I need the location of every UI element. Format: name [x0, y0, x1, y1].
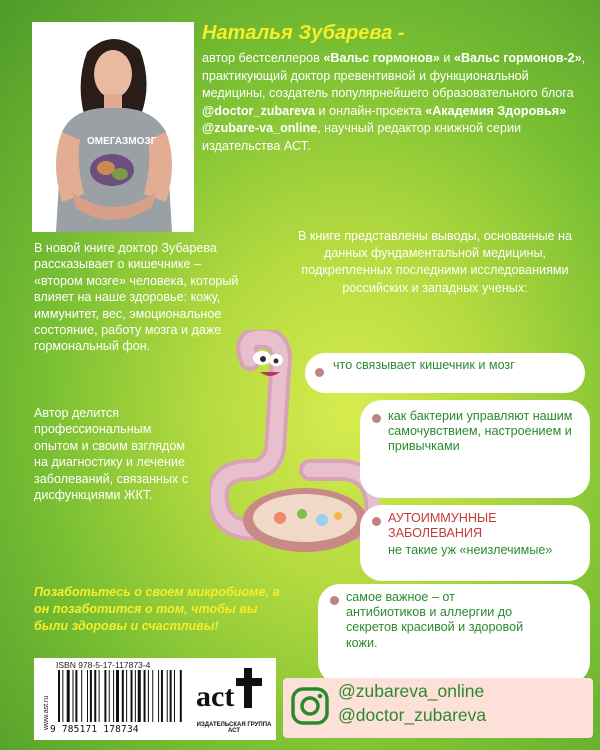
barcode-bar: [109, 670, 110, 722]
bio-highlight: «Академия Здоровья»: [425, 103, 567, 118]
bio-text: , практикующий доктор превентивной и функциональной медицины, создатель популярнейшего образовательного блога: [202, 51, 586, 100]
barcode-bar: [167, 670, 168, 722]
isbn-label: ISBN 978-5-17-117873-4: [56, 660, 151, 670]
author-photo: [32, 22, 194, 232]
bio-text: и онлайн-проекта: [315, 103, 426, 118]
author-experience: Автор делится профессиональным опытом и своим взглядом на диагностику и лечение заболеваний, связанных с дисфункциями ЖКТ.: [34, 406, 189, 503]
publisher-logo: [192, 662, 272, 718]
bullet-autoimmune: [360, 505, 590, 581]
barcode-bar: [144, 670, 146, 722]
bio-highlight: «Вальс гормонов-2»: [453, 51, 582, 65]
bio-highlight: «Вальс гормонов»: [323, 51, 440, 65]
social-handle-doctor[interactable]: @doctor_zubareva: [338, 705, 487, 725]
publisher-label: ИЗДАТЕЛЬСКАЯ ГРУППА АСТ: [196, 722, 272, 734]
barcode-digits: 9 785171 178734: [50, 724, 139, 735]
barcode-bar: [135, 670, 136, 722]
bullet-bacteria: [360, 400, 590, 498]
instagram-icon: [290, 686, 330, 726]
barcode-bar: [161, 670, 163, 722]
barcode-bar: [122, 670, 124, 722]
bullet-text: что связывает кишечник и мозг: [333, 358, 515, 372]
shirt-text: ОМЕГАЗМОЗГ: [87, 136, 157, 147]
barcode-bar: [180, 670, 182, 722]
barcode-bar: [75, 670, 77, 722]
author-name: Наталья Зубарева -: [202, 22, 405, 44]
barcode-bar: [62, 670, 63, 722]
barcode-bar: [113, 670, 114, 722]
bullet-gut-brain: [305, 353, 585, 393]
barcode-bar: [58, 670, 60, 722]
barcode-bar: [87, 670, 88, 722]
barcode: [56, 670, 206, 722]
bullet-dot: [315, 368, 324, 377]
barcode-bar: [174, 670, 175, 722]
book-description: В новой книге доктор Зубарева рассказывает о кишечнике – «втором мозге» человека, который влияет на наше здоровье: кожу, иммунитет, вес, эмоциональное состояние, работу мозга и даже гормональный фон.: [34, 241, 239, 354]
social-handle-online[interactable]: @zubareva_online: [338, 681, 485, 701]
author-bio: [202, 50, 592, 155]
bullet-dot: [372, 517, 381, 526]
barcode-bar: [148, 670, 149, 722]
bullet-red-text: АУТОИММУННЫЕ ЗАБОЛЕВАНИЯ: [388, 511, 497, 541]
bullet-text: как бактерии управляют нашим самочувствием, настроением и привычками: [388, 409, 573, 454]
bio-highlight: @zubare-va_online: [202, 121, 318, 135]
barcode-bar: [90, 670, 92, 722]
bullet-dot: [330, 596, 339, 605]
barcode-bar: [152, 670, 153, 722]
barcode-bar: [81, 670, 82, 722]
call-to-action: Позаботьтесь о своем микробиоме, а он позаботится о том, чтобы вы были здоровы и счастливы!: [34, 585, 280, 633]
barcode-bar: [131, 670, 133, 722]
barcode-bar: [99, 670, 100, 722]
barcode-bar: [104, 670, 106, 722]
bullet-text: не такие уж «неизлечимые»: [388, 543, 553, 557]
barcode-bar: [138, 670, 141, 722]
barcode-bar: [158, 670, 159, 722]
bio-highlight: @doctor_zubareva: [202, 103, 316, 118]
barcode-bar: [67, 670, 70, 722]
barcode-bar: [170, 670, 172, 722]
bullet-text: самое важное – от антибиотиков и аллергии до секретов красивой и здоровой кожи.: [346, 590, 524, 650]
barcode-bar: [94, 670, 96, 722]
bio-text: и: [439, 51, 454, 65]
barcode-bar: [116, 670, 119, 722]
publisher-logo-text: act: [196, 680, 235, 713]
book-intro: В книге представлены выводы, основанные на данных фундаментальной медицины, подкрепленных последними исследованиями российских и западных ученых:: [298, 229, 572, 295]
bullet-most-important: [318, 584, 590, 684]
barcode-bar: [126, 670, 127, 722]
bio-text: автор бестселлеров: [202, 51, 324, 65]
site-url: www.ast.ru: [43, 695, 50, 730]
bio-text: , научный редактор книжной серии издательства АСТ.: [202, 121, 522, 153]
bullet-dot: [372, 414, 381, 423]
barcode-bar: [73, 670, 74, 722]
